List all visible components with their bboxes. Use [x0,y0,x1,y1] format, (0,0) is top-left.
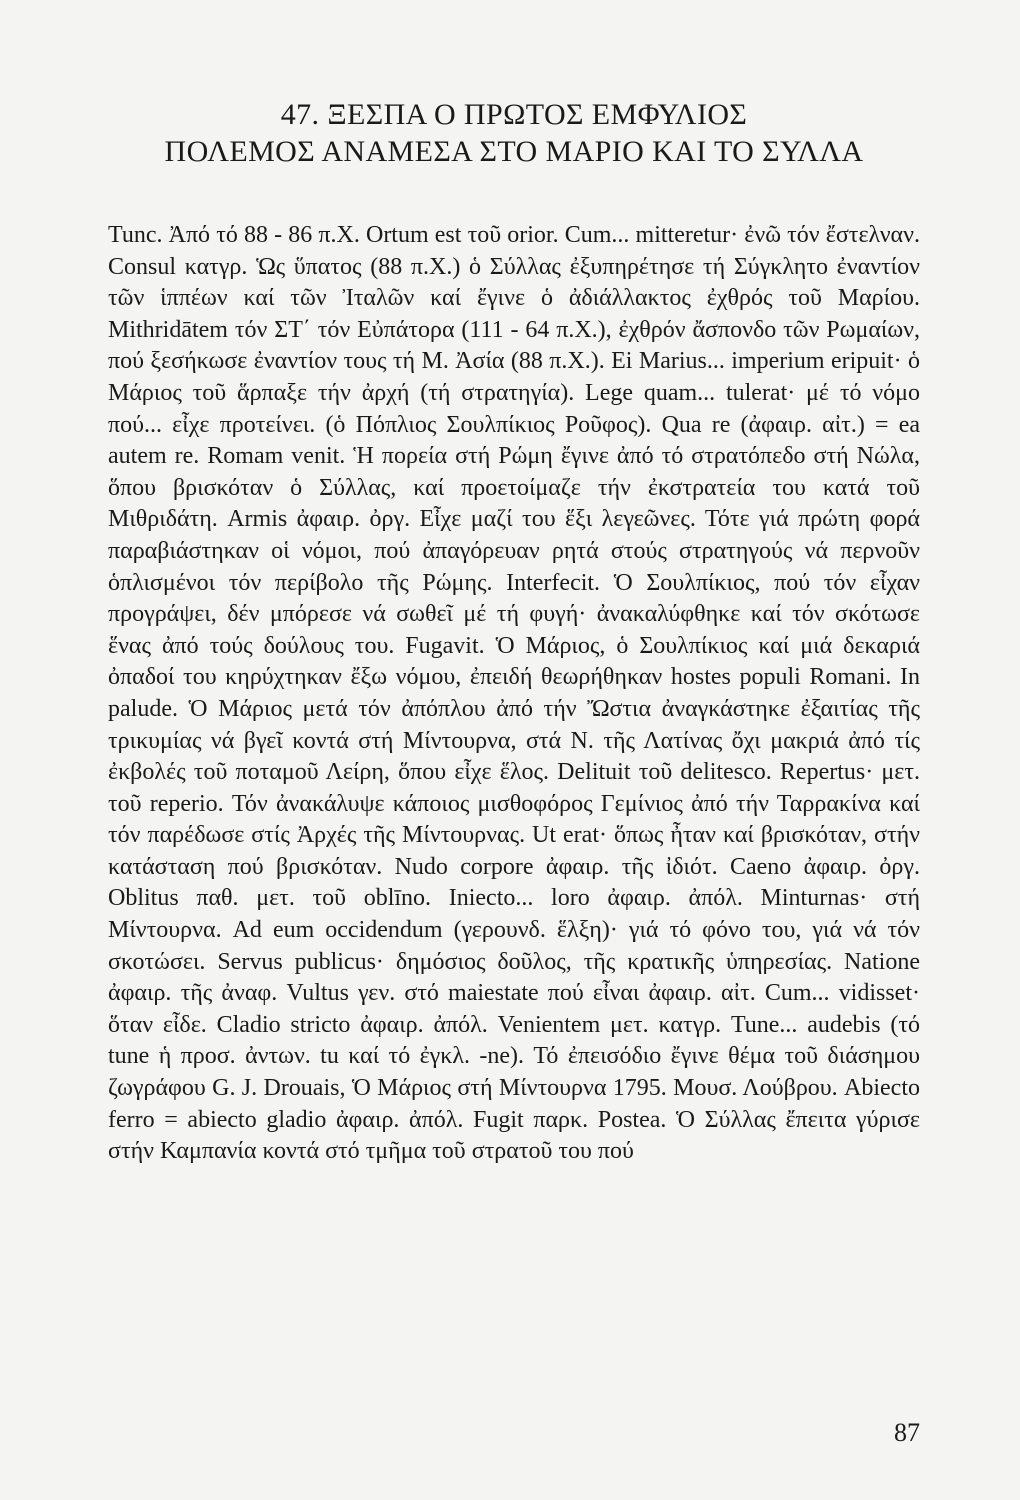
commentary-paragraph: Tunc. Ἀπό τό 88 - 86 π.Χ. Ortum est τοῦ orior. Cum... mitteretur· ἐνῶ τόν ἔστελναν. Consul κατγρ. Ὡς ὕπατος (88 π.Χ.) ὁ Σύλλας ἐξυπηρέτησε τή Σύγκλητο ἐναντίον τῶν ἱππέων καί τῶν Ἰταλῶν καί ἔγινε ὁ ἀδιάλλακτος ἐχθρός τοῦ Μαρίου. Mithridātem τόν ΣΤ΄ τόν Εὐπάτορα (111 - 64 π.Χ.), ἐχθρόν ἄσπονδο τῶν Ρωμαίων, πού ξεσήκωσε ἐναντίον τους τή Μ. Ἀσία (88 π.Χ.). Ei Marius... imperium eripuit· ὁ Μάριος τοῦ ἅρπαξε τήν ἀρχή (τή στρατηγία). Lege quam... tulerat· μέ τό νόμο πού... εἶχε προτείνει. (ὁ Πόπλιος Σουλπίκιος Ροῦφος). Qua re (ἀφαιρ. αἰτ.) = ea autem re. Romam venit. Ἡ πορεία στή Ρώμη ἔγινε ἀπό τό στρατόπεδο στή Νώλα, ὅπου βρισκόταν ὁ Σύλλας, καί προετοίμαζε τήν ἐκστρατεία του κατά τοῦ Μιθριδάτη. Armis ἀφαιρ. ὀργ. Εἶχε μαζί του ἕξι λεγεῶνες. Τότε γιά πρώτη φορά παραβιάστηκαν οἱ νόμοι, πού ἀπαγόρευαν ρητά στούς στρατηγούς νά περνοῦν ὁπλισμένοι τόν περίβολο τῆς Ρώμης. Interfecit. Ὁ Σουλπίκιος, πού τόν εἶχαν προγράψει, δέν μπόρεσε νά σωθεῖ μέ τή φυγή· ἀνακαλύφθηκε καί τόν σκότωσε ἕνας ἀπό τούς δούλους του. Fugavit. Ὁ Μάριος, ὁ Σουλπίκιος καί μιά δεκαριά ὀπαδοί του κηρύχτηκαν ἔξω νόμου, ἐπειδή θεωρήθηκαν hostes populi Romani. In palude. Ὁ Μάριος μετά τόν ἀπόπλου ἀπό τήν Ὤστια ἀναγκάστηκε ἐξαιτίας τῆς τρικυμίας νά βγεῖ κοντά στή Μίντουρνα, στά Ν. τῆς Λατίνας ὄχι μακριά ἀπό τίς ἐκβολές τοῦ ποταμοῦ Λείρη, ὅπου εἶχε ἕλος. Delituit τοῦ delitesco. Repertus· μετ. τοῦ reperio. Τόν ἀνακάλυψε κάποιος μισθοφόρος Γεμίνιος ἀπό τήν Ταρρακίνα καί τόν παρέδωσε στίς Ἀρχές τῆς Μίντουρνας. Ut erat· ὅπως ἦταν καί βρισκόταν, στήν κατάσταση πού βρισκόταν. Nudo corpore ἀφαιρ. τῆς ἰδιότ. Caeno ἀφαιρ. ὀργ. Oblitus παθ. μετ. τοῦ oblīno. Iniecto... loro ἀφαιρ. ἀπόλ. Minturnas· στή Μίντουρνα. Ad eum occidendum (γερουνδ. ἕλξη)· γιά τό φόνο του, γιά νά τόν σκοτώσει. Servus publicus· δημόσιος δοῦλος, τῆς κρατικῆς ὑπηρεσίας. Natione ἀφαιρ. τῆς ἀναφ. Vultus γεν. στό maiestate πού εἶναι ἀφαιρ. αἰτ. Cum... vidisset· ὅταν εἶδε. Cladio stricto ἀφαιρ. ἀπόλ. Venientem μετ. κατγρ. Tune... audebis (τό tune ἡ προσ. ἀντων. tu καί τό ἐγκλ. -ne). Τό ἐπεισόδιο ἔγινε θέμα τοῦ διάσημου ζωγράφου G. J. Drouais, Ὁ Μάριος στή Μίντουρνα 1795. Μουσ. Λούβρου. Abiecto ferro = abiecto gladio ἀφαιρ. ἀπόλ. Fugit παρκ. Postea. Ὁ Σύλλας ἔπειτα γύρισε στήν Καμπανία κοντά στό τμῆμα τοῦ στρατοῦ του πού [108,222,920,1165]
chapter-heading-line1: 47. ΞΕΣΠΑ Ο ΠΡΩΤΟΣ ΕΜΦΥΛΙΟΣ [280,98,748,131]
chapter-heading-line2: ΠΟΛΕΜΟΣ ΑΝΑΜΕΣΑ ΣΤΟ ΜΑΡΙΟ ΚΑΙ ΤΟ ΣΥΛΛΑ [164,135,864,168]
page-number: 87 [894,1418,920,1447]
chapter-heading [108,96,920,170]
